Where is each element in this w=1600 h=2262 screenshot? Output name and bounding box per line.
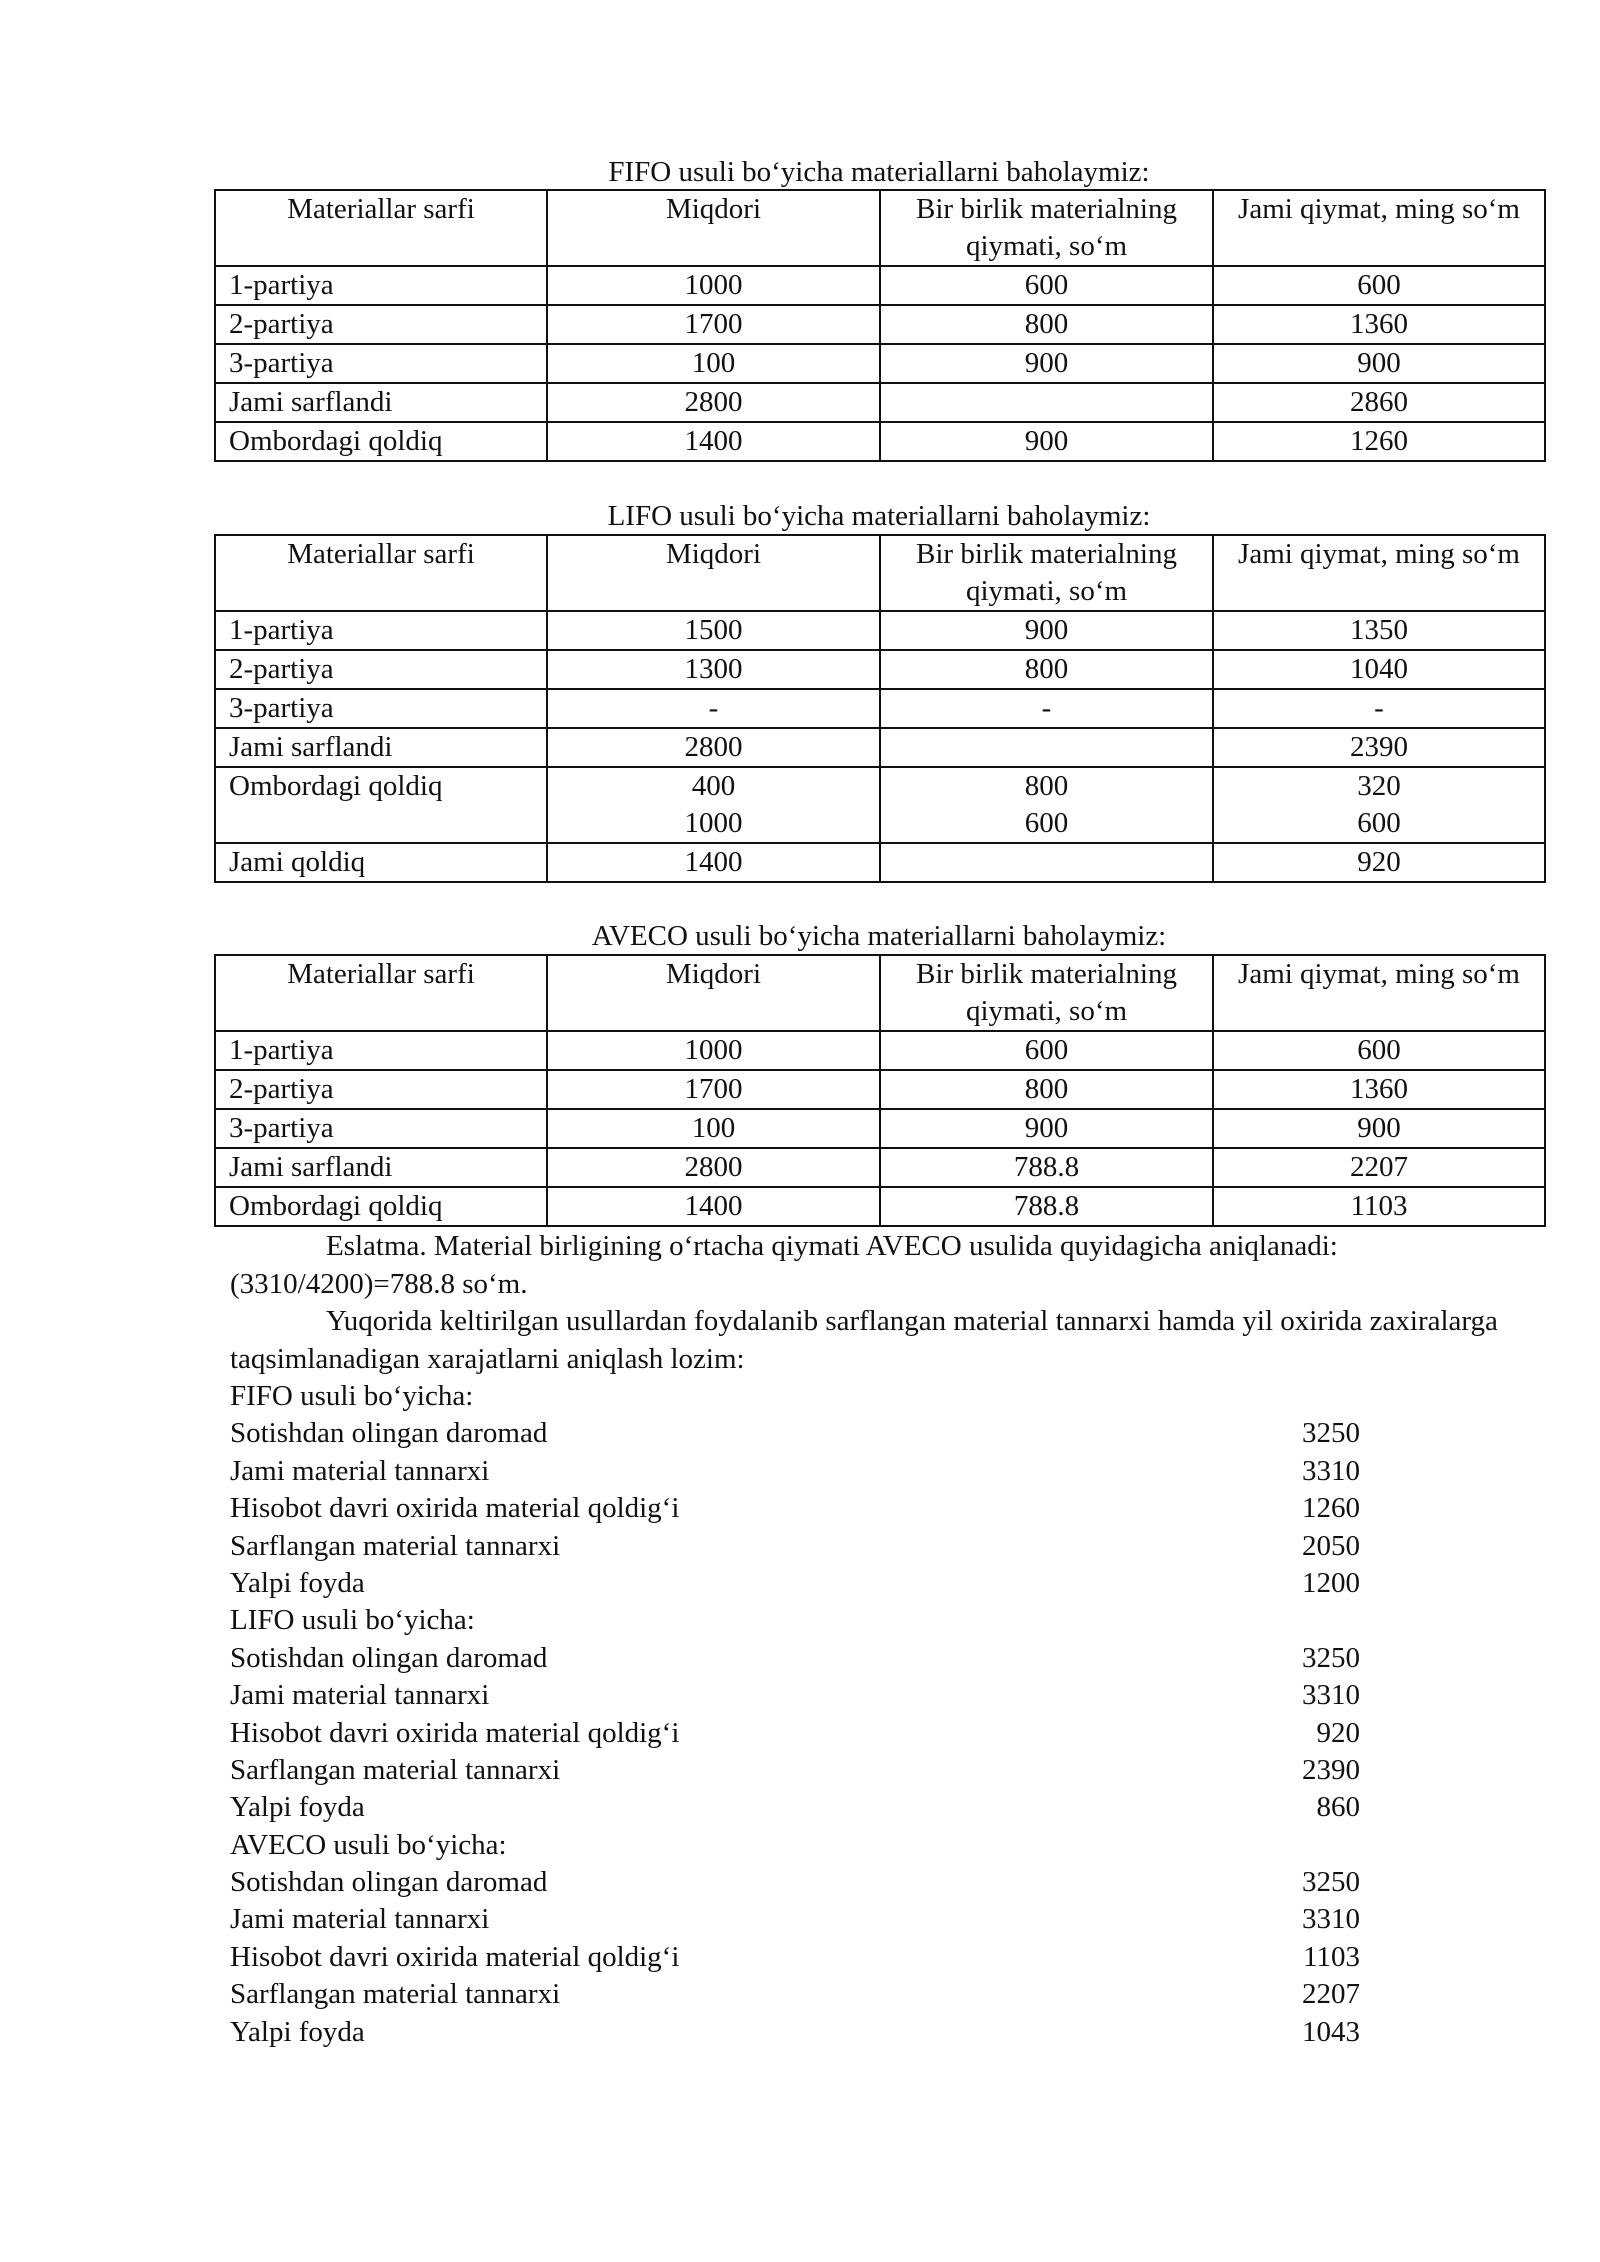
unit-cost-cell: 600 [880,1031,1213,1070]
header-quantity: Miqdori [547,955,880,1031]
note-paragraph [230,1228,1520,1303]
row-label: 1-partiya [215,1031,547,1070]
total-value-cell: 1040 [1213,650,1545,689]
unit-cost-cell: 900 [880,611,1213,650]
row-label: 2-partiya [215,305,547,344]
total-value-cell: 1360 [1213,1070,1545,1109]
unit-cost-cell [880,843,1213,882]
item-value: 1103 [1303,1940,1360,1973]
item-label: Jami material tannarxi [230,1454,490,1487]
row-label: Jami sarflandi [215,383,547,422]
unit-cost-cell: 900 [880,422,1213,461]
aveco-table [214,954,1546,1227]
quantity-cell: 1400 [547,843,880,882]
item-label: Hisobot davri oxirida material qoldig‘i [230,1492,680,1525]
item-label: Yalpi foyda [230,1791,365,1824]
total-value-cell: 920 [1213,843,1545,882]
item-value: 1043 [1302,2015,1360,2048]
fifo-table-title: FIFO usuli bo‘yicha materiallarni baholaymiz: [608,156,1150,188]
header-unit-cost: Bir birlik materialning qiymati, so‘m [880,190,1213,266]
row-label: Ombordagi qoldiq [215,1187,547,1226]
item-label: Sotishdan olingan daromad [230,1641,548,1674]
quantity-cell: 2800 [547,728,880,767]
quantity-cell: 1400 [547,1187,880,1226]
quantity-cell: 1400 [547,422,880,461]
total-value-cell: 900 [1213,1109,1545,1148]
unit-cost-cell [880,728,1213,767]
row-label: Jami qoldiq [215,843,547,882]
table-row [215,344,1545,383]
header-unit-cost: Bir birlik materialning qiymati, so‘m [880,535,1213,611]
item-label: Jami material tannarxi [230,1679,490,1712]
unit-cost-cell: 600 [880,266,1213,305]
unit-cost-value: 600 [1024,807,1069,839]
item-value: 1260 [1302,1492,1360,1525]
item-value: 2207 [1302,1978,1360,2011]
table-row [215,266,1545,305]
row-label: 3-partiya [215,689,547,728]
item-value: 1200 [1302,1566,1360,1599]
fifo-table [214,189,1546,462]
item-value: 3250 [1302,1866,1360,1899]
item-label: Hisobot davri oxirida material qoldig‘i [230,1940,680,1973]
table-row [215,1070,1545,1109]
quantity-cell [547,767,880,843]
list-item [230,2014,1360,2051]
table-row [215,383,1545,422]
table-row [215,728,1545,767]
quantity-cell: 1300 [547,650,880,689]
quantity-cell: 1000 [547,266,880,305]
list-item [230,1939,1360,1976]
total-value-cell: 1350 [1213,611,1545,650]
summary-heading-text: AVECO usuli bo‘yicha: [230,1828,507,1861]
aveco-header-row [215,955,1545,1031]
total-value-cell: 600 [1213,266,1545,305]
unit-cost-cell: 800 [880,1070,1213,1109]
note-text: Eslatma. Material birligining o‘rtacha qiymati AVECO usulida quyidagicha aniqlanadi: (3310/4200)=788.8 so‘m. [230,1230,1338,1300]
unit-cost-cell: 800 [880,650,1213,689]
list-item [230,1640,1360,1677]
total-value-cell: 1260 [1213,422,1545,461]
quantity-cell: 100 [547,1109,880,1148]
lifo-header-row [215,535,1545,611]
list-item [230,1453,1360,1490]
unit-cost-cell: - [880,689,1213,728]
total-value: 600 [1357,807,1401,839]
item-label: Yalpi foyda [230,2015,365,2048]
row-label: Jami sarflandi [215,728,547,767]
item-value: 3250 [1302,1641,1360,1674]
quantity-cell: 1000 [547,1031,880,1070]
unit-cost-cell: 800 [880,305,1213,344]
header-materials-usage: Materiallar sarfi [215,955,547,1031]
item-label: Yalpi foyda [230,1566,365,1599]
table-row [215,1187,1545,1226]
total-value-cell: 900 [1213,344,1545,383]
item-value: 920 [1316,1716,1360,1749]
total-value-cell [1213,767,1545,843]
header-total-value: Jami qiymat, ming so‘m [1213,535,1545,611]
header-total-value: Jami qiymat, ming so‘m [1213,190,1545,266]
quantity-cell: 2800 [547,383,880,422]
summary-heading-text: FIFO usuli bo‘yicha: [230,1380,474,1412]
unit-cost-cell [880,767,1213,843]
quantity-value: 400 [691,770,736,802]
table-row [215,1148,1545,1187]
lifo-table-title: LIFO usuli bo‘yicha materiallarni baholaymiz: [607,500,1151,532]
unit-cost-cell: 900 [880,1109,1213,1148]
quantity-cell: 1500 [547,611,880,650]
table-row [215,843,1545,882]
header-total-value: Jami qiymat, ming so‘m [1213,955,1545,1031]
header-materials-usage: Materiallar sarfi [215,535,547,611]
row-label: 1-partiya [215,266,547,305]
list-item [230,1490,1360,1527]
item-label: Hisobot davri oxirida material qoldig‘i [230,1716,680,1749]
quantity-value: 1000 [684,807,743,839]
quantity-cell: 2800 [547,1148,880,1187]
item-value: 3310 [1302,1679,1360,1712]
row-label: Jami sarflandi [215,1148,547,1187]
list-item [230,1677,1360,1714]
list-item [230,1901,1360,1938]
row-label: 1-partiya [215,611,547,650]
list-item [230,1715,1360,1752]
table-row [215,767,1545,843]
row-label: 3-partiya [215,1109,547,1148]
header-quantity: Miqdori [547,190,880,266]
total-value-cell: 2390 [1213,728,1545,767]
total-value-cell: - [1213,689,1545,728]
fifo-header-row [215,190,1545,266]
unit-cost-cell: 900 [880,344,1213,383]
list-item [230,1565,1360,1602]
table-row [215,422,1545,461]
table-row [215,1031,1545,1070]
item-value: 860 [1316,1791,1360,1824]
item-value: 2050 [1302,1529,1360,1562]
row-label: 2-partiya [215,650,547,689]
table-row [215,650,1545,689]
table-row [215,689,1545,728]
summary-heading-text: LIFO usuli bo‘yicha: [230,1604,475,1637]
quantity-cell: 100 [547,344,880,383]
item-value: 3310 [1302,1903,1360,1936]
item-label: Sotishdan olingan daromad [230,1417,548,1450]
item-label: Sotishdan olingan daromad [230,1866,548,1899]
summary-heading [230,1602,1360,1639]
intro-text: Yuqorida keltirilgan usullardan foydalanib sarflangan material tannarxi hamda yil oxirida zaxiralarga taqsimlanadigan xarajatlarni aniqlash lozim: [230,1305,1498,1375]
table-row [215,1109,1545,1148]
item-label: Sarflangan material tannarxi [230,1978,561,2011]
unit-cost-cell: 788.8 [880,1148,1213,1187]
list-item [230,1789,1360,1826]
header-unit-cost: Bir birlik materialning qiymati, so‘m [880,955,1213,1031]
table-row [215,611,1545,650]
list-item [230,1528,1360,1565]
header-quantity: Miqdori [547,535,880,611]
item-label: Jami material tannarxi [230,1903,490,1936]
list-item [230,1864,1360,1901]
total-value-cell: 1103 [1213,1187,1545,1226]
summary-list [230,1378,1360,2051]
row-label: Ombordagi qoldiq [215,422,547,461]
quantity-cell: - [547,689,880,728]
item-value: 3310 [1302,1454,1360,1487]
summary-heading [230,1378,1360,1415]
header-materials-usage: Materiallar sarfi [215,190,547,266]
total-value-cell: 2207 [1213,1148,1545,1187]
list-item [230,1976,1360,2013]
total-value-cell: 1360 [1213,305,1545,344]
total-value: 320 [1357,770,1401,802]
item-label: Sarflangan material tannarxi [230,1753,561,1786]
summary-heading [230,1827,1360,1864]
unit-cost-cell: 788.8 [880,1187,1213,1226]
table-row [215,305,1545,344]
quantity-cell: 1700 [547,305,880,344]
row-label: 2-partiya [215,1070,547,1109]
item-value: 2390 [1302,1753,1360,1786]
aveco-table-title: AVECO usuli bo‘yicha materiallarni baholaymiz: [591,920,1167,952]
item-value: 3250 [1302,1417,1360,1450]
item-label: Sarflangan material tannarxi [230,1529,561,1562]
list-item [230,1415,1360,1452]
quantity-cell: 1700 [547,1070,880,1109]
row-label: Ombordagi qoldiq [215,767,547,843]
list-item [230,1752,1360,1789]
unit-cost-cell [880,383,1213,422]
lifo-table [214,534,1546,883]
unit-cost-value: 800 [1024,770,1069,802]
intro-paragraph [230,1303,1520,1378]
total-value-cell: 600 [1213,1031,1545,1070]
total-value-cell: 2860 [1213,383,1545,422]
row-label: 3-partiya [215,344,547,383]
